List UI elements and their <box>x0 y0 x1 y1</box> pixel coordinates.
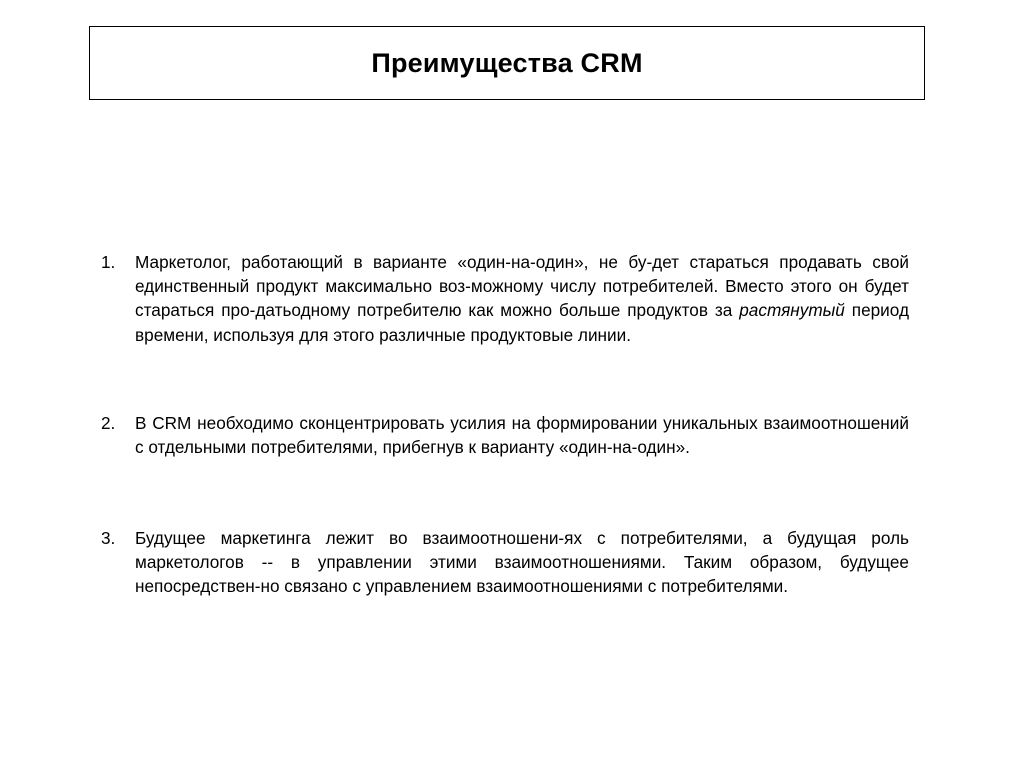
list-item-number: 1. <box>101 252 116 272</box>
list-item-number: 3. <box>101 528 116 548</box>
list-item-emphasis: растянутый <box>739 300 845 321</box>
list-item-text: Будущее маркетинга лежит во взаимоотношени-ях с потребителями, а будущая роль маркетологов -- в управлении этими взаимоотношениями. Таким образом, будущее непосредствен-но связано с управлением взаимоотношениями с потребителями. <box>135 528 909 597</box>
list-item-text: В CRM необходимо сконцентрировать усилия на формировании уникальных взаимоотношений с отдельными потребителями, прибегнув к варианту «один-на-один». <box>135 413 909 458</box>
list-item-text <box>135 250 909 347</box>
list-item <box>101 250 909 347</box>
list-item-text-part: Маркетолог, работающий в варианте «один-на-один», не бу-дет стараться продавать свой единственный продукт максимально воз-можному числу потребителей. Вместо этого он будет стараться про-датьодному потребителю как можно больше продуктов за <box>135 252 909 321</box>
list-item-number: 2. <box>101 413 116 433</box>
list-item-text-part: период времени, используя для этого различные продуктовые линии. <box>135 300 909 345</box>
list-item <box>101 411 909 459</box>
slide-title: Преимущества CRM <box>371 47 643 78</box>
list-item <box>101 526 909 599</box>
title-box <box>89 26 925 100</box>
